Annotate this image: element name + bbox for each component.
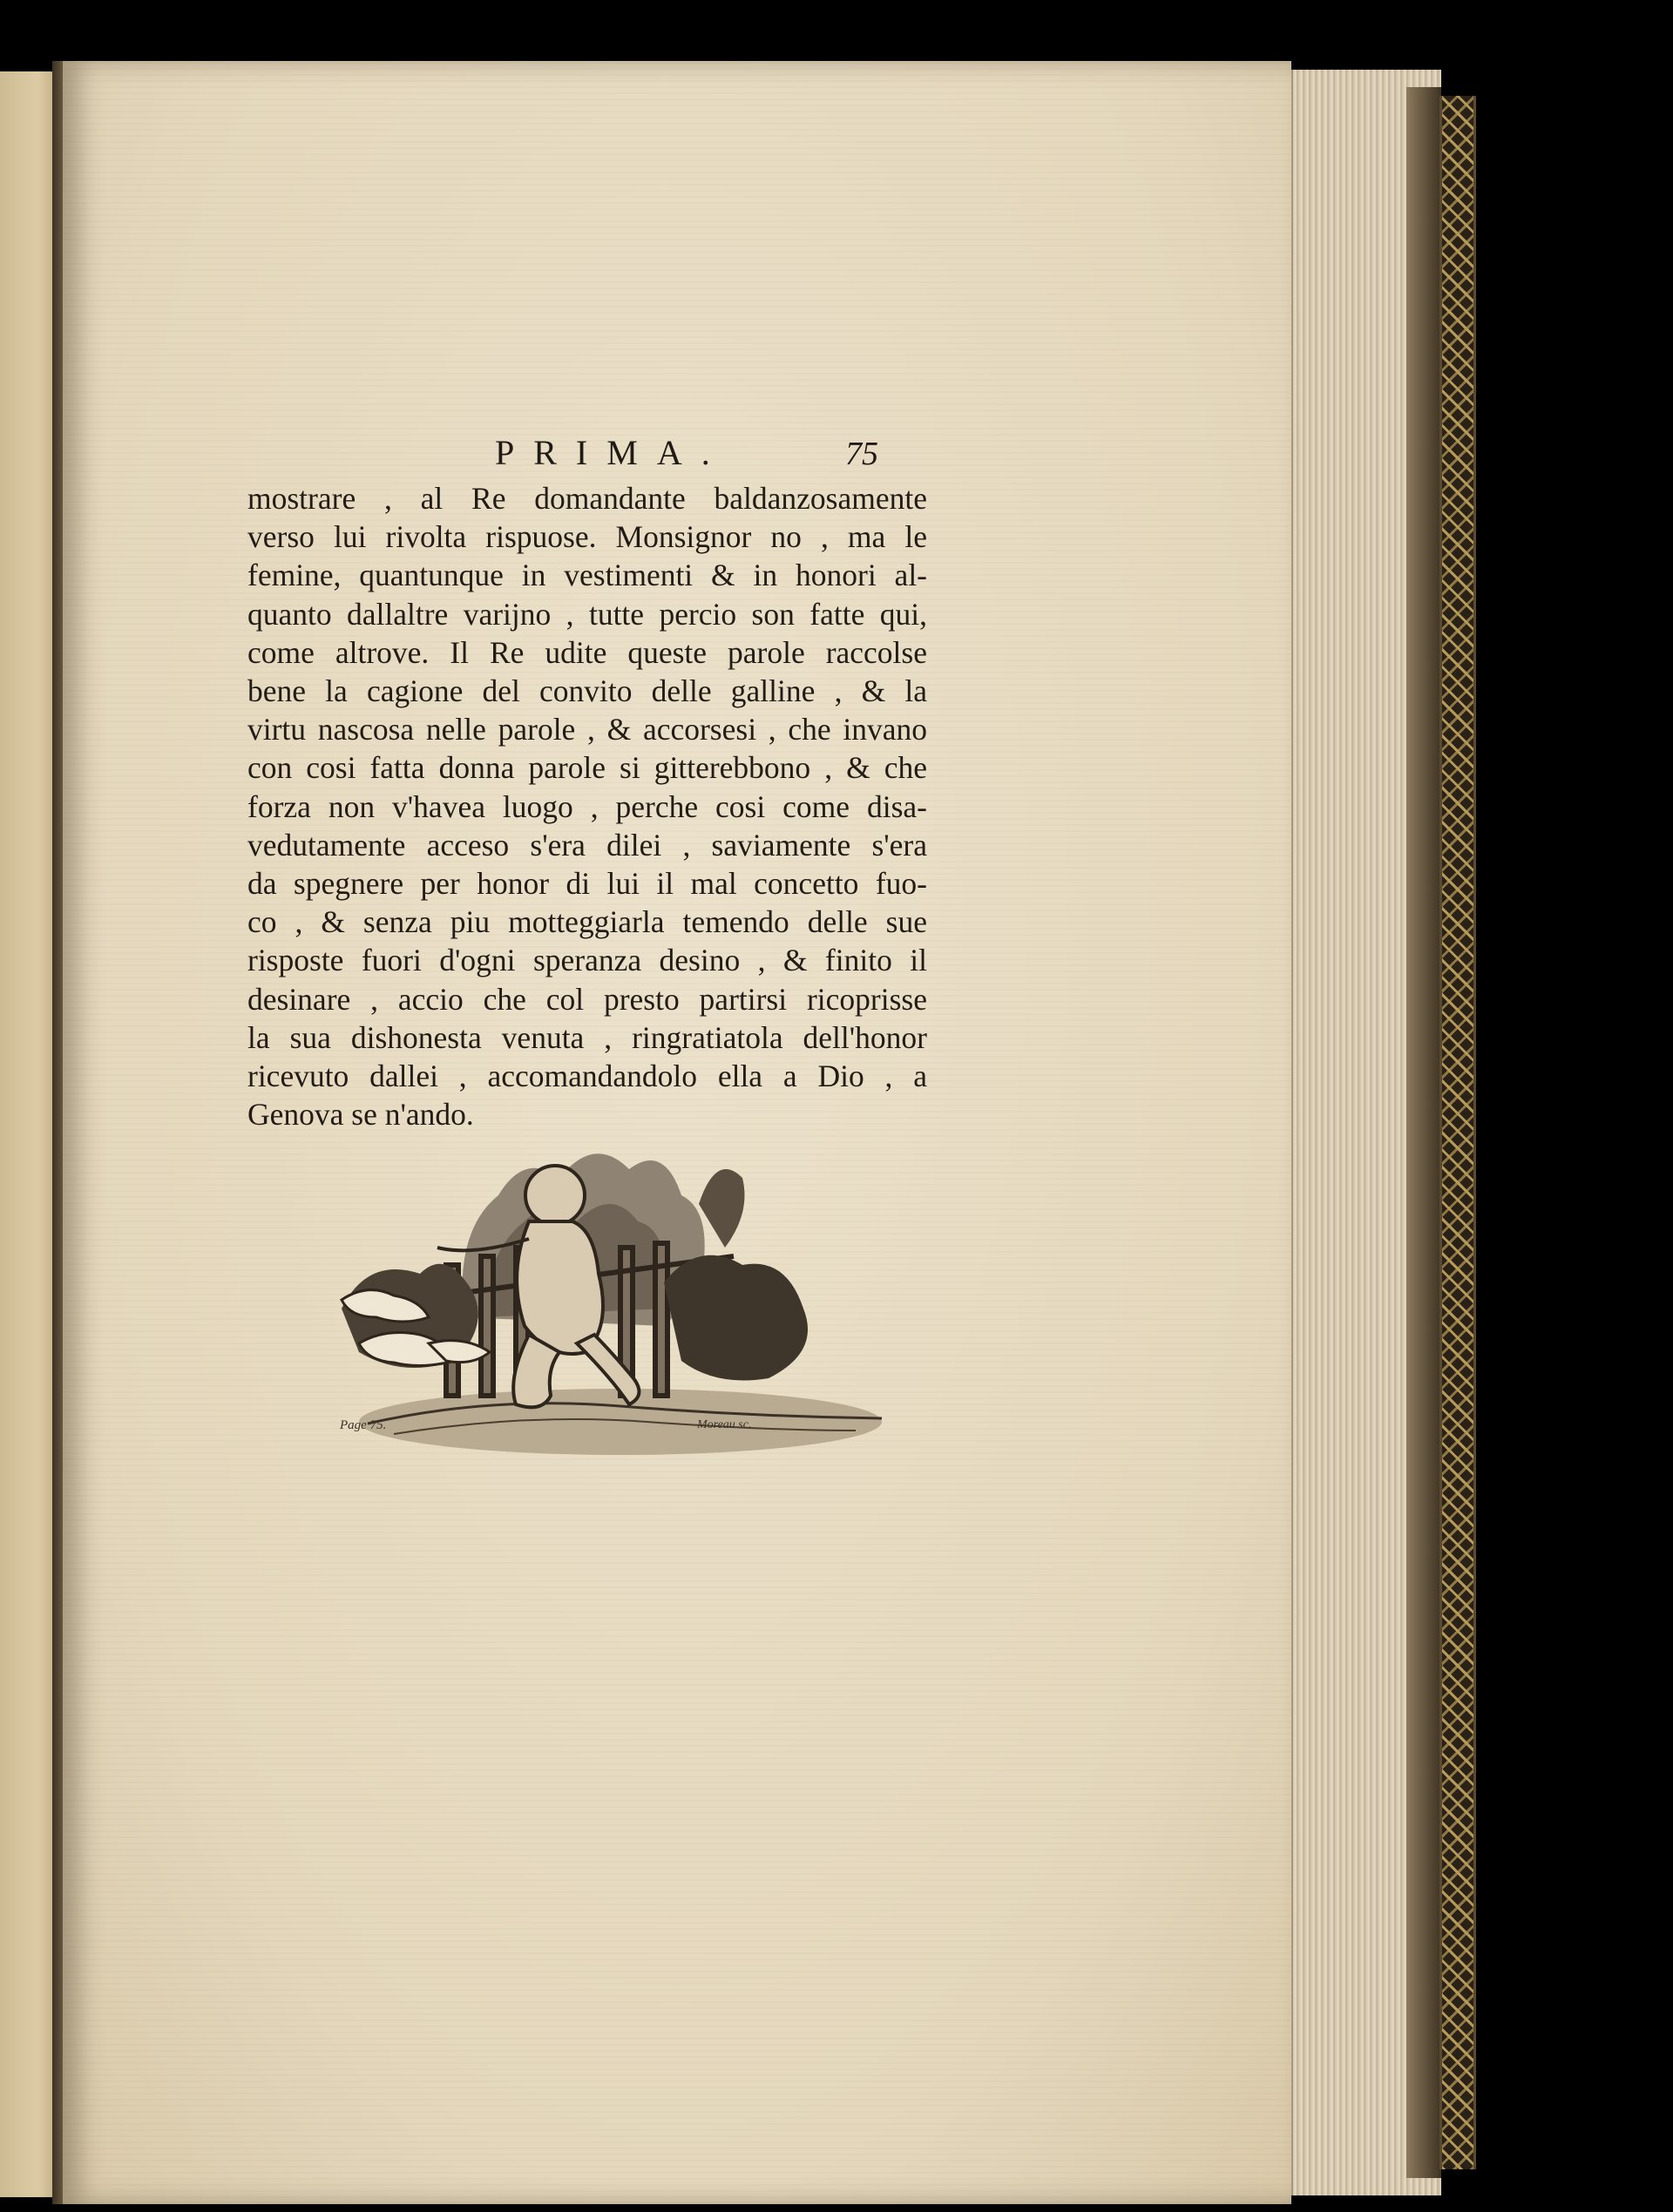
text-line: co , & senza piu motteggiarla temendo delle sue [247,904,927,940]
text-line: forza non v'havea luogo , perche cosi come disa- [247,788,927,824]
text-line: virtu nascosa nelle parole , & accorsesi , che invano [247,712,927,747]
text-line: come altrove. Il Re udite queste parole raccolse [247,634,927,670]
text-line: femine, quantunque in vestimenti & in honori al- [247,558,927,593]
page-header [495,432,878,473]
text-line: verso lui rivolta rispuose. Monsignor no , ma le [247,519,927,555]
running-head: PRIMA. [495,433,729,472]
vignette-ground [359,1389,882,1455]
engraving-caption-right: Moreau sc. [697,1418,752,1431]
engraving-caption-left: Page 75. [340,1418,387,1432]
text-line: con cosi fatta donna parole si gitterebbono , & che [247,750,927,786]
book-spine-decoration [1439,96,1476,2169]
text-line: Genova se n'ando. [247,1097,474,1133]
vignette-bushes-right [664,1255,808,1381]
text-line: mostrare , al Re domandante baldanzosamente [247,481,927,516]
body-text [247,479,927,1133]
text-line: bene la cagione del convito delle galline , & la [247,673,927,709]
text-line: da spegnere per honor di lui il mal concetto fuo- [247,866,927,902]
text-line: risposte fuori d'ogni speranza desino , & finito il [247,943,927,978]
engraving-vignette [333,1099,899,1465]
text-line: quanto dallaltre varijno , tutte percio son fatte qui, [247,596,927,632]
page-number: 75 [845,436,878,472]
text-line: vedutamente acceso s'era dilei , saviamente s'era [247,827,927,862]
text-line: la sua dishonesta venuta , ringratiatola dell'honor [247,1019,927,1055]
text-line: desinare , accio che col presto partirsi ricoprisse [247,981,927,1017]
text-line: ricevuto dallei , accomandandolo ella a Dio , a [247,1059,927,1094]
page-fore-edge [1291,70,1441,2195]
